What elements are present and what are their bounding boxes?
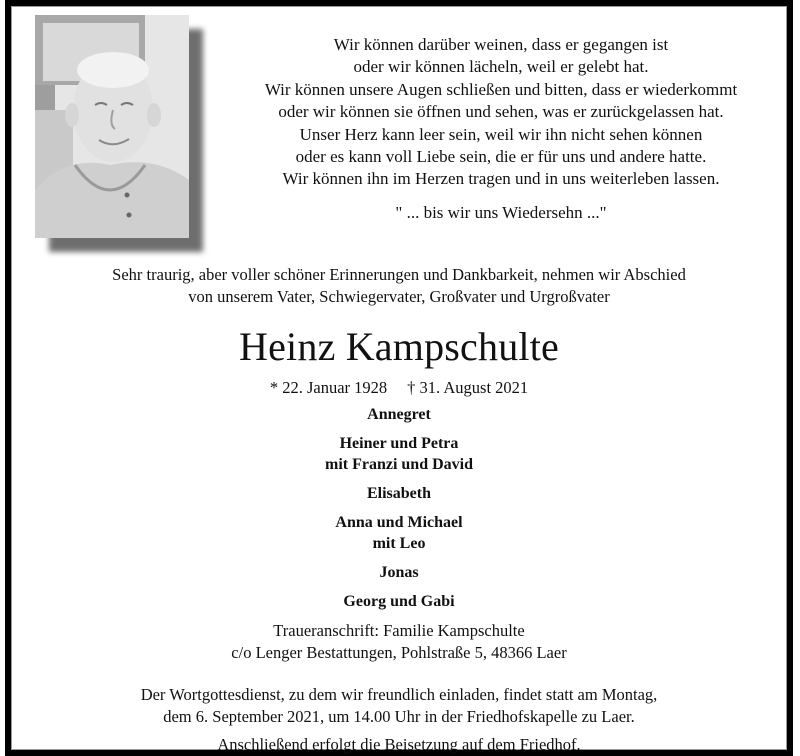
mourner-group [11,433,787,475]
service-info [11,684,787,756]
poem [221,34,781,224]
life-dates [11,378,787,398]
mourner-group [11,512,787,554]
mourner-line: Elisabeth [366,485,431,502]
address-line: Traueranschrift: Familie Kampschulte [273,621,525,640]
portrait-photo-container [35,15,189,238]
mourner-group [11,562,787,583]
poem-line: Unser Herz kann leer sein, weil wir ihn nicht sehen können [299,124,703,144]
intro-line: von unserem Vater, Schwiegervater, Großvater und Urgroßvater [188,287,610,306]
poem-line: oder es kann voll Liebe sein, die er für uns und andere hatte. [295,147,707,167]
mourner-line: mit Franzi und David [324,456,473,473]
poem-line: oder wir können sie öffnen und sehen, was er zurückgelassen hat. [278,102,724,122]
mourner-line: Jonas [379,564,419,581]
poem-line: oder wir können lächeln, weil er gelebt hat. [353,57,649,77]
mourner-line: Annegret [367,406,431,423]
service-line: Der Wortgottesdienst, zu dem wir freundlich einladen, findet statt am Montag, [140,685,658,704]
mourning-address [11,620,787,664]
poem-line: Wir können unsere Augen schließen und bitten, dass er wiederkommt [264,79,738,99]
poem-line: Wir können darüber weinen, dass er gegangen ist [333,35,669,54]
mourner-line: mit Leo [372,535,426,552]
portrait-icon [35,15,189,238]
poem-quote: " ... bis wir uns Wiedersehn ..." [395,202,607,222]
mourner-group [11,483,787,504]
intro-line: Sehr traurig, aber voller schöner Erinnerungen und Dankbarkeit, nehmen wir Abschied [112,265,686,284]
mourner-group [11,591,787,612]
mourner-group [11,404,787,425]
portrait-photo [35,15,189,238]
death-date: † 31. August 2021 [407,378,529,397]
birth-date: * 22. Januar 1928 [269,378,388,397]
mourner-line: Georg und Gabi [343,593,455,610]
farewell-intro [11,264,787,308]
obituary-frame [5,0,793,756]
deceased-name: Heinz Kampschulte [239,324,559,369]
mourner-line: Heiner und Petra [339,435,459,452]
mourner-line: Anna und Michael [335,514,463,531]
poem-line: Wir können ihn im Herzen tragen und in uns weiterleben lassen. [282,169,720,189]
service-line: dem 6. September 2021, um 14.00 Uhr in der Friedhofskapelle zu Laer. [163,707,635,726]
mourners-list [11,404,787,620]
burial-note: Anschließend erfolgt die Beisetzung auf dem Friedhof. [217,735,581,754]
address-line: c/o Lenger Bestattungen, Pohlstraße 5, 48366 Laer [231,643,567,662]
